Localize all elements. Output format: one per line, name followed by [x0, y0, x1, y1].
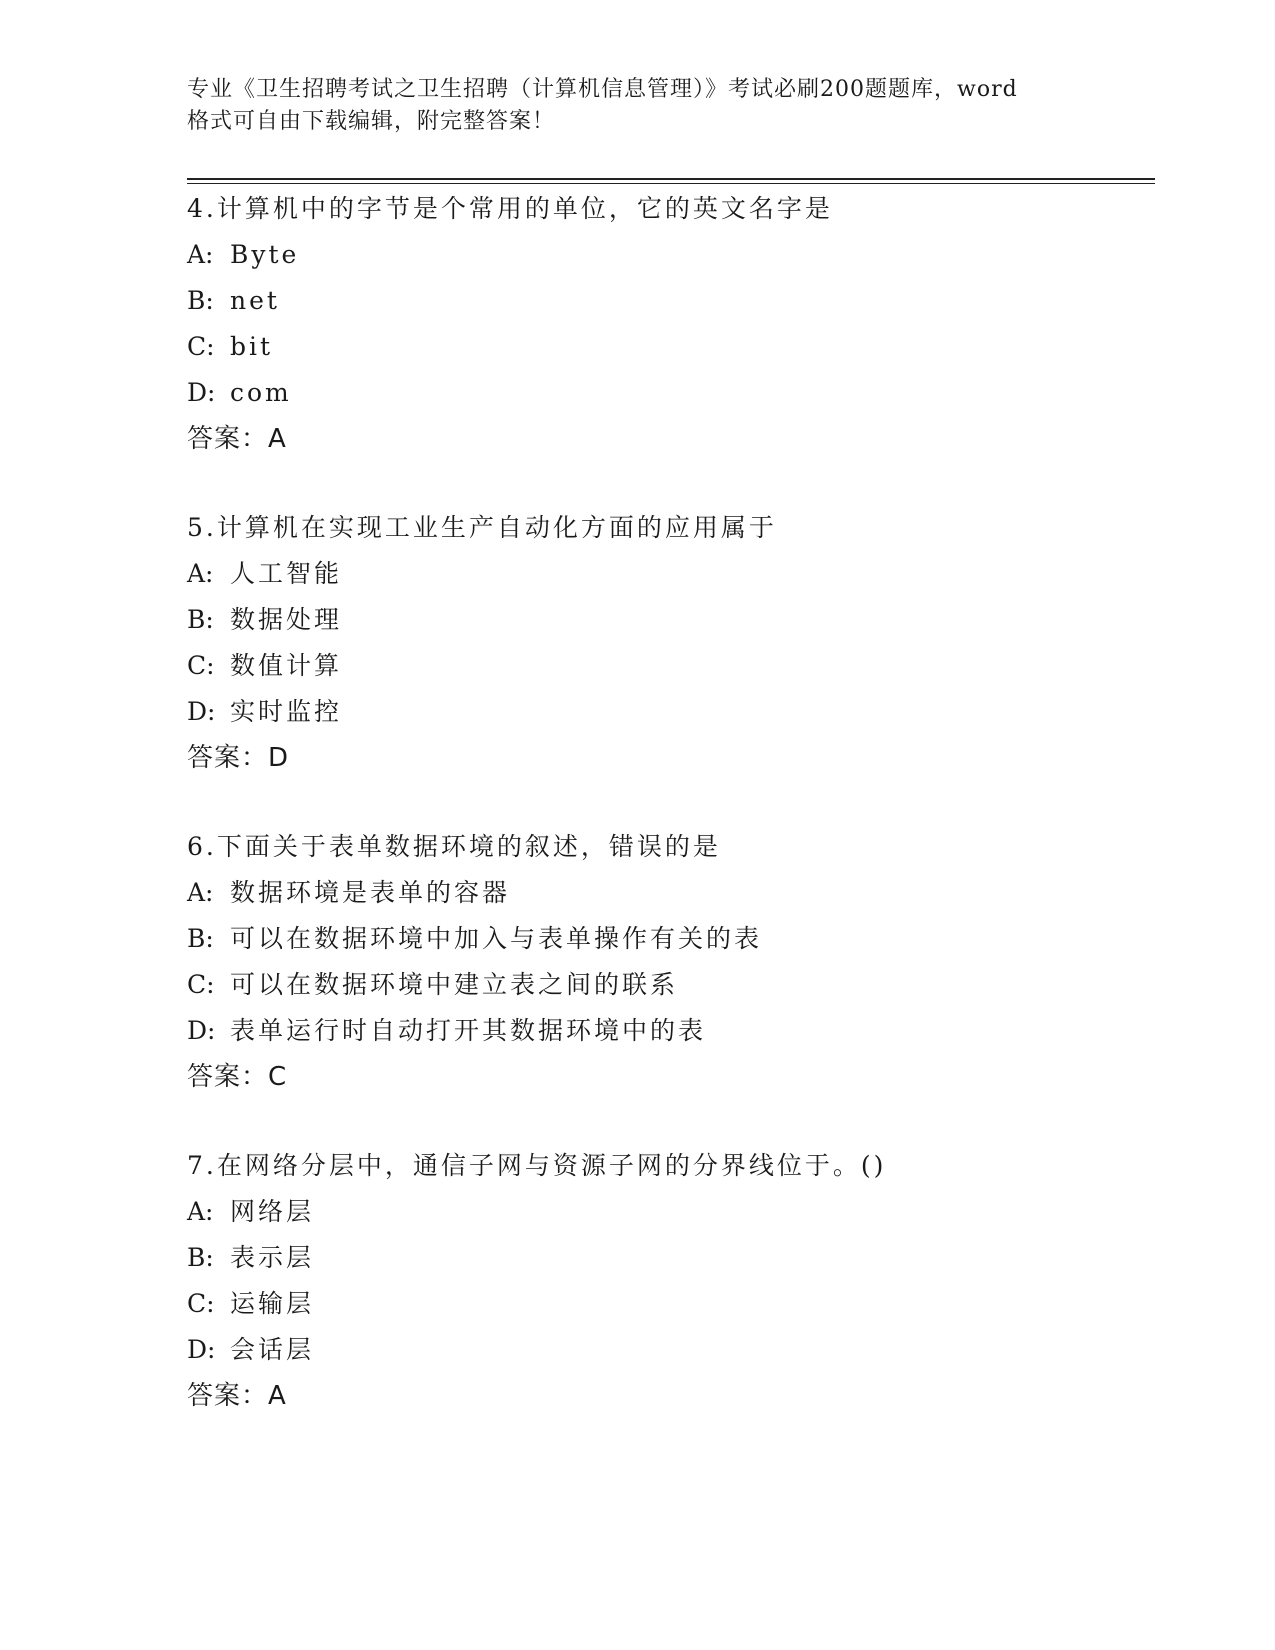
option-d: [187, 1327, 1147, 1373]
option-text: 实时监控: [230, 697, 343, 726]
option-key: D:: [187, 1335, 216, 1364]
option-c: [187, 324, 1147, 370]
option-text: 可以在数据环境中建立表之间的联系: [230, 970, 679, 999]
option-text: 人工智能: [230, 559, 343, 588]
option-a: [187, 870, 1147, 916]
option-text: net: [230, 286, 280, 315]
option-text: 表单运行时自动打开其数据环境中的表: [230, 1016, 707, 1045]
option-key: D:: [187, 378, 216, 407]
header-line-2: 格式可自由下载编辑，附完整答案！: [187, 109, 556, 134]
question-block: [187, 505, 1147, 781]
answer-line: 答案：A: [187, 1381, 287, 1411]
option-key: B:: [187, 605, 214, 634]
answer-line: 答案：D: [187, 743, 290, 773]
option-text: 数值计算: [230, 651, 343, 680]
question-stem: 5.计算机在实现工业生产自动化方面的应用属于: [187, 513, 777, 542]
option-key: B:: [187, 1243, 214, 1272]
option-c: [187, 962, 1147, 1008]
question-block: [187, 824, 1147, 1100]
question-stem: 4.计算机中的字节是个常用的单位，它的英文名字是: [187, 194, 833, 223]
question-block: [187, 1143, 1147, 1419]
option-key: B:: [187, 924, 214, 953]
option-b: [187, 1235, 1147, 1281]
option-key: C:: [187, 1289, 215, 1318]
answer-line: 答案：A: [187, 424, 287, 454]
question-stem: 7.在网络分层中，通信子网与资源子网的分界线位于。(): [187, 1151, 887, 1180]
option-d: [187, 370, 1147, 416]
option-text: 表示层: [230, 1243, 315, 1272]
option-text: com: [230, 378, 292, 407]
option-key: A:: [187, 559, 214, 588]
option-text: 数据处理: [230, 605, 343, 634]
answer-line: 答案：C: [187, 1062, 288, 1092]
option-key: D:: [187, 1016, 216, 1045]
option-key: C:: [187, 651, 215, 680]
option-text: 数据环境是表单的容器: [230, 878, 511, 907]
option-text: 会话层: [230, 1335, 315, 1364]
header-line-1: 专业《卫生招聘考试之卫生招聘（计算机信息管理）》考试必刷200题题库，word: [187, 77, 1018, 102]
header-divider-thick: [187, 178, 1155, 180]
option-key: A:: [187, 878, 214, 907]
option-text: 网络层: [230, 1197, 315, 1226]
option-a: [187, 1189, 1147, 1235]
option-key: A:: [187, 1197, 214, 1226]
header-divider-thin: [187, 183, 1155, 184]
option-text: 可以在数据环境中加入与表单操作有关的表: [230, 924, 763, 953]
option-text: bit: [230, 332, 274, 361]
option-a: [187, 551, 1147, 597]
option-key: B:: [187, 286, 214, 315]
option-d: [187, 689, 1147, 735]
document-header: [187, 74, 1087, 138]
option-b: [187, 916, 1147, 962]
question-block: [187, 186, 1147, 462]
option-c: [187, 643, 1147, 689]
option-text: 运输层: [230, 1289, 315, 1318]
option-key: D:: [187, 697, 216, 726]
option-b: [187, 597, 1147, 643]
option-b: [187, 278, 1147, 324]
option-key: C:: [187, 332, 215, 361]
option-a: [187, 232, 1147, 278]
option-c: [187, 1281, 1147, 1327]
option-d: [187, 1008, 1147, 1054]
option-key: A:: [187, 240, 214, 269]
option-key: C:: [187, 970, 215, 999]
option-text: Byte: [230, 240, 300, 269]
question-stem: 6.下面关于表单数据环境的叙述，错误的是: [187, 832, 721, 861]
